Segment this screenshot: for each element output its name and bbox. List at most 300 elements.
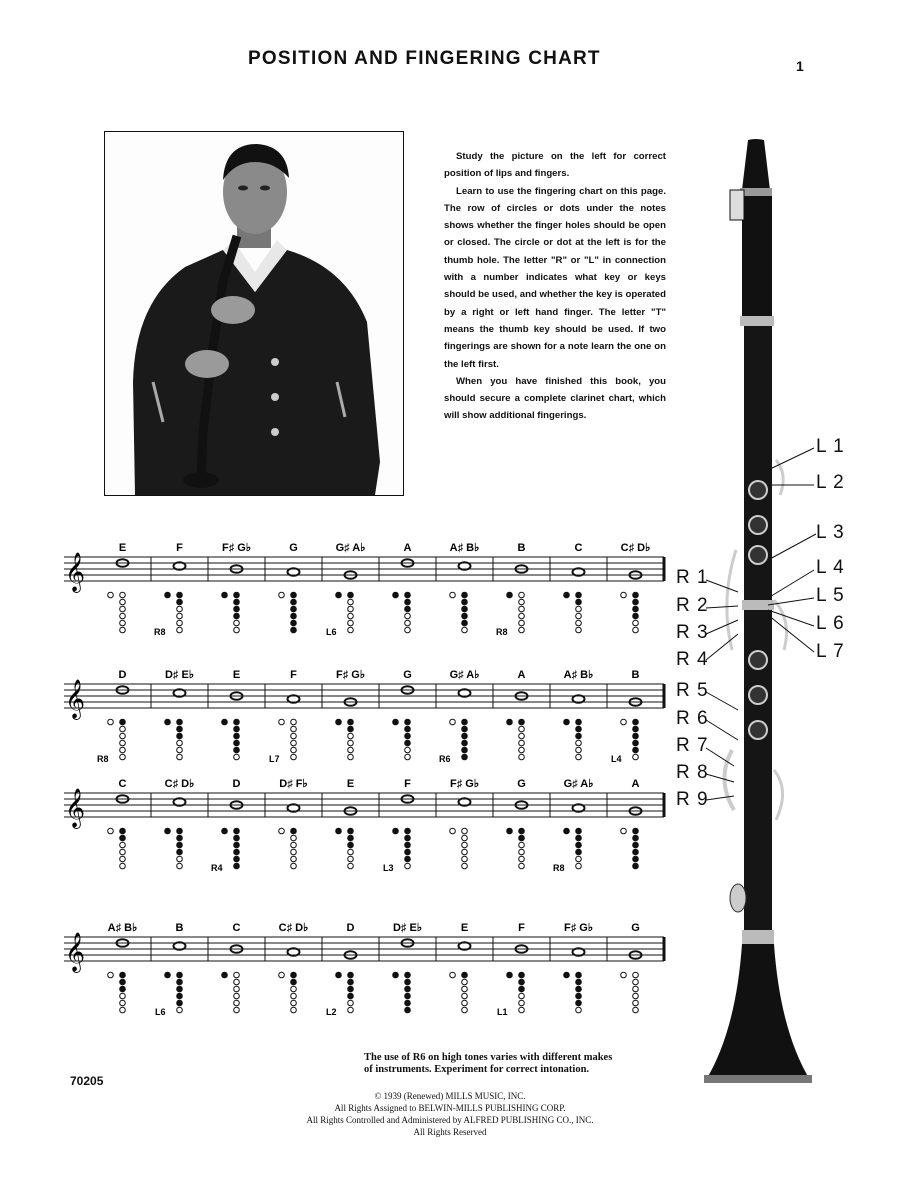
finger-hole-dot (633, 726, 639, 732)
thumb-hole-dot (165, 972, 171, 978)
finger-hole-dot (633, 592, 639, 598)
finger-hole-dot (462, 620, 468, 626)
finger-hole-dot (120, 740, 126, 746)
thumb-hole-dot (621, 719, 627, 725)
key-mark: R8 (153, 627, 166, 637)
finger-hole-dot (234, 1000, 240, 1006)
finger-hole-dot (405, 1000, 411, 1006)
note-name: C (232, 922, 241, 934)
finger-hole-dot (633, 972, 639, 978)
note-name: A♯ B♭ (107, 922, 138, 934)
finger-hole-dot (291, 592, 297, 598)
finger-hole-dot (177, 828, 183, 834)
key-label-R3: R 3 (676, 622, 709, 643)
intro-paragraph: Study the picture on the left for correct position of lips and fingers. (444, 151, 666, 180)
finger-hole-dot (633, 627, 639, 633)
finger-hole-dot (234, 1007, 240, 1013)
key-mark: L3 (382, 863, 394, 873)
catalog-number: 70205 (70, 1074, 104, 1088)
copyright-line: All Rights Reserved (413, 1127, 487, 1137)
finger-hole-dot (234, 835, 240, 841)
finger-hole-dot (291, 606, 297, 612)
key-mark: R8 (552, 863, 565, 873)
key-label-R6: R 6 (676, 708, 709, 729)
finger-hole-dot (348, 613, 354, 619)
note-name: G (403, 669, 412, 681)
finger-hole-dot (576, 606, 582, 612)
finger-hole-dot (234, 592, 240, 598)
finger-hole-dot (519, 613, 525, 619)
page-title: POSITION AND FINGERING CHART (248, 48, 601, 69)
finger-hole-dot (234, 599, 240, 605)
finger-hole-dot (348, 972, 354, 978)
finger-hole-dot (234, 863, 240, 869)
finger-hole-dot (348, 993, 354, 999)
key-label-R8: R 8 (676, 762, 709, 783)
thumb-hole-dot (222, 719, 228, 725)
finger-hole-dot (234, 754, 240, 760)
thumb-hole-dot (564, 828, 570, 834)
finger-hole-dot (576, 856, 582, 862)
finger-hole-dot (234, 620, 240, 626)
finger-hole-dot (120, 835, 126, 841)
finger-hole-dot (120, 986, 126, 992)
key-mark: R6 (438, 754, 451, 764)
thumb-hole-dot (621, 972, 627, 978)
finger-hole-dot (405, 747, 411, 753)
finger-hole-dot (291, 828, 297, 834)
finger-hole-dot (633, 828, 639, 834)
finger-hole-dot (177, 733, 183, 739)
finger-hole-dot (234, 828, 240, 834)
finger-hole-dot (519, 863, 525, 869)
note-name: F (290, 669, 297, 681)
finger-hole-dot (291, 1007, 297, 1013)
finger-hole-dot (348, 620, 354, 626)
finger-hole-dot (633, 863, 639, 869)
finger-hole-dot (291, 754, 297, 760)
finger-hole-dot (519, 627, 525, 633)
note-name: C (574, 542, 583, 554)
finger-hole-dot (234, 613, 240, 619)
finger-hole-dot (633, 620, 639, 626)
thumb-hole-dot (621, 592, 627, 598)
finger-hole-dot (462, 1007, 468, 1013)
finger-hole-dot (177, 979, 183, 985)
finger-hole-dot (291, 856, 297, 862)
finger-hole-dot (519, 592, 525, 598)
finger-hole-dot (234, 606, 240, 612)
finger-hole-dot (633, 719, 639, 725)
intro-paragraph: Learn to use the fingering chart on this page. The row of circles or dots under the notes shows whether the finger holes should be open or closed. The circle or dot at the left is for the thumb hole. The letter "R" or "L" in connection with a number indicates what key or keys should be used, and whether the key is operated by a right or left hand finger. The letter "T" means the thumb key should be used. If two fingerings are shown for a note learn the one on the left first. (444, 185, 666, 370)
treble-clef: 𝄞 (65, 788, 86, 828)
note-name: E (460, 922, 469, 934)
note-name: E (232, 669, 241, 681)
copyright-line: All Rights Controlled and Administered by ALFRED PUBLISHING CO., INC. (306, 1115, 594, 1125)
finger-hole-dot (120, 613, 126, 619)
copyright-line: © 1939 (Renewed) MILLS MUSIC, INC. (374, 1091, 526, 1101)
finger-hole-dot (177, 863, 183, 869)
thumb-hole-dot (108, 719, 114, 725)
finger-hole-dot (291, 740, 297, 746)
finger-hole-dot (177, 740, 183, 746)
finger-hole-dot (576, 620, 582, 626)
finger-hole-dot (120, 606, 126, 612)
finger-hole-dot (291, 849, 297, 855)
note-name: D (118, 669, 127, 681)
key-mark: L6 (154, 1007, 166, 1017)
thumb-hole-dot (165, 592, 171, 598)
finger-hole-dot (576, 627, 582, 633)
key-mark: R4 (210, 863, 223, 873)
note-name: F (518, 922, 525, 934)
finger-hole-dot (519, 1007, 525, 1013)
finger-hole-dot (120, 719, 126, 725)
finger-hole-dot (633, 849, 639, 855)
finger-hole-dot (291, 986, 297, 992)
finger-hole-dot (576, 599, 582, 605)
finger-hole-dot (291, 733, 297, 739)
copyright-notice (0, 1090, 900, 1138)
note-name: A (517, 669, 526, 681)
finger-hole-dot (576, 863, 582, 869)
finger-hole-dot (177, 747, 183, 753)
finger-hole-dot (519, 719, 525, 725)
finger-hole-dot (405, 835, 411, 841)
key-label-R2: R 2 (676, 595, 709, 616)
note-name: G (631, 922, 640, 934)
finger-hole-dot (576, 719, 582, 725)
thumb-hole-dot (393, 592, 399, 598)
finger-hole-dot (177, 856, 183, 862)
finger-hole-dot (576, 828, 582, 834)
finger-hole-dot (405, 592, 411, 598)
note-name: G♯ A♭ (563, 778, 594, 790)
finger-hole-dot (405, 719, 411, 725)
finger-hole-dot (405, 863, 411, 869)
note-name: D♯ E♭ (164, 669, 195, 681)
note-name: E (346, 778, 355, 790)
thumb-hole-dot (564, 592, 570, 598)
finger-hole-dot (576, 986, 582, 992)
finger-hole-dot (234, 856, 240, 862)
thumb-hole-dot (222, 592, 228, 598)
finger-hole-dot (177, 719, 183, 725)
note-name: D♯ E♭ (392, 922, 423, 934)
note-name: C♯ D♭ (164, 778, 195, 790)
finger-hole-dot (348, 828, 354, 834)
finger-hole-dot (291, 979, 297, 985)
thumb-hole-dot (393, 972, 399, 978)
note-name: A♯ B♭ (449, 542, 480, 554)
finger-hole-dot (405, 627, 411, 633)
finger-hole-dot (519, 620, 525, 626)
finger-hole-dot (576, 1000, 582, 1006)
thumb-hole-dot (336, 828, 342, 834)
finger-hole-dot (633, 856, 639, 862)
finger-hole-dot (462, 606, 468, 612)
finger-hole-dot (120, 733, 126, 739)
finger-hole-dot (348, 986, 354, 992)
finger-hole-dot (633, 986, 639, 992)
key-mark: R8 (96, 754, 109, 764)
finger-hole-dot (348, 856, 354, 862)
finger-hole-dot (234, 993, 240, 999)
key-label-L7: L 7 (816, 641, 845, 662)
finger-hole-dot (633, 993, 639, 999)
finger-hole-dot (462, 733, 468, 739)
note-name: F♯ G♭ (335, 669, 366, 681)
finger-hole-dot (291, 726, 297, 732)
finger-hole-dot (348, 747, 354, 753)
treble-clef: 𝄞 (65, 932, 86, 972)
finger-hole-dot (291, 620, 297, 626)
finger-hole-dot (519, 726, 525, 732)
finger-hole-dot (405, 1007, 411, 1013)
thumb-hole-dot (108, 592, 114, 598)
finger-hole-dot (120, 842, 126, 848)
finger-hole-dot (291, 613, 297, 619)
thumb-hole-dot (279, 828, 285, 834)
finger-hole-dot (291, 842, 297, 848)
finger-hole-dot (348, 842, 354, 848)
finger-hole-dot (633, 740, 639, 746)
key-label-L3: L 3 (816, 522, 845, 543)
key-label-L6: L 6 (816, 613, 845, 634)
finger-hole-dot (120, 849, 126, 855)
finger-hole-dot (462, 740, 468, 746)
note-name: C (118, 778, 127, 790)
finger-hole-dot (291, 627, 297, 633)
finger-hole-dot (405, 620, 411, 626)
finger-hole-dot (519, 986, 525, 992)
finger-hole-dot (462, 993, 468, 999)
finger-hole-dot (519, 828, 525, 834)
finger-hole-dot (519, 849, 525, 855)
finger-hole-dot (576, 726, 582, 732)
note-name: C♯ D♭ (620, 542, 651, 554)
finger-hole-dot (462, 627, 468, 633)
treble-clef: 𝄞 (65, 552, 86, 592)
finger-hole-dot (519, 754, 525, 760)
finger-hole-dot (405, 754, 411, 760)
finger-hole-dot (120, 863, 126, 869)
finger-hole-dot (177, 1000, 183, 1006)
finger-hole-dot (291, 1000, 297, 1006)
finger-hole-dot (120, 1007, 126, 1013)
finger-hole-dot (462, 835, 468, 841)
finger-hole-dot (519, 606, 525, 612)
finger-hole-dot (519, 740, 525, 746)
thumb-hole-dot (450, 592, 456, 598)
finger-hole-dot (519, 733, 525, 739)
finger-hole-dot (462, 747, 468, 753)
thumb-hole-dot (450, 972, 456, 978)
finger-hole-dot (576, 592, 582, 598)
finger-hole-dot (462, 828, 468, 834)
finger-hole-dot (120, 979, 126, 985)
note-name: B (175, 922, 184, 934)
finger-hole-dot (633, 835, 639, 841)
thumb-hole-dot (336, 719, 342, 725)
finger-hole-dot (633, 606, 639, 612)
thumb-hole-dot (450, 828, 456, 834)
finger-hole-dot (177, 986, 183, 992)
finger-hole-dot (120, 620, 126, 626)
note-name: A (631, 778, 640, 790)
key-mark: L1 (496, 1007, 508, 1017)
finger-hole-dot (576, 979, 582, 985)
thumb-hole-dot (507, 719, 513, 725)
finger-hole-dot (462, 986, 468, 992)
finger-hole-dot (405, 856, 411, 862)
key-mark: R8 (495, 627, 508, 637)
key-mark: L2 (325, 1007, 337, 1017)
finger-hole-dot (177, 972, 183, 978)
note-name: G (517, 778, 526, 790)
finger-hole-dot (234, 972, 240, 978)
finger-hole-dot (348, 726, 354, 732)
finger-hole-dot (462, 849, 468, 855)
finger-hole-dot (576, 849, 582, 855)
finger-hole-dot (348, 740, 354, 746)
key-label-L1: L 1 (816, 436, 845, 457)
finger-hole-dot (462, 719, 468, 725)
finger-hole-dot (234, 849, 240, 855)
finger-hole-dot (120, 993, 126, 999)
note-name: F (404, 778, 411, 790)
finger-hole-dot (348, 835, 354, 841)
thumb-hole-dot (621, 828, 627, 834)
finger-hole-dot (348, 606, 354, 612)
finger-hole-dot (576, 842, 582, 848)
finger-hole-dot (576, 747, 582, 753)
finger-hole-dot (576, 1007, 582, 1013)
thumb-hole-dot (222, 972, 228, 978)
finger-hole-dot (405, 842, 411, 848)
finger-hole-dot (291, 599, 297, 605)
finger-hole-dot (633, 1000, 639, 1006)
finger-hole-dot (405, 986, 411, 992)
finger-hole-dot (405, 972, 411, 978)
note-name: G♯ A♭ (335, 542, 366, 554)
thumb-hole-dot (279, 719, 285, 725)
finger-hole-dot (120, 627, 126, 633)
page-number: 1 (796, 58, 804, 74)
finger-hole-dot (633, 733, 639, 739)
finger-hole-dot (120, 972, 126, 978)
finger-hole-dot (405, 993, 411, 999)
note-name: F♯ G♭ (221, 542, 252, 554)
finger-hole-dot (348, 599, 354, 605)
note-name: G♯ A♭ (449, 669, 480, 681)
finger-hole-dot (519, 1000, 525, 1006)
finger-hole-dot (576, 835, 582, 841)
finger-hole-dot (177, 754, 183, 760)
finger-hole-dot (405, 979, 411, 985)
finger-hole-dot (576, 754, 582, 760)
intro-paragraph: When you have finished this book, you should secure a complete clarinet chart, which will show additional fingerings. (444, 375, 666, 422)
finger-hole-dot (633, 599, 639, 605)
note-name: D (232, 778, 241, 790)
note-name: B (517, 542, 526, 554)
thumb-hole-dot (222, 828, 228, 834)
note-name: B (631, 669, 640, 681)
key-label-R1: R 1 (676, 567, 709, 588)
thumb-hole-dot (279, 972, 285, 978)
note-name: C♯ D♭ (278, 922, 309, 934)
finger-hole-dot (120, 599, 126, 605)
finger-hole-dot (462, 972, 468, 978)
key-label-R9: R 9 (676, 789, 709, 810)
thumb-hole-dot (564, 719, 570, 725)
finger-hole-dot (234, 740, 240, 746)
finger-hole-dot (462, 1000, 468, 1006)
note-name: A (403, 542, 412, 554)
key-mark: L4 (610, 754, 622, 764)
thumb-hole-dot (108, 828, 114, 834)
footnote-line: The use of R6 on high tones varies with different makes (364, 1052, 613, 1063)
finger-hole-dot (348, 849, 354, 855)
thumb-hole-dot (393, 828, 399, 834)
finger-hole-dot (462, 613, 468, 619)
finger-hole-dot (120, 747, 126, 753)
finger-hole-dot (519, 856, 525, 862)
finger-hole-dot (462, 856, 468, 862)
finger-hole-dot (291, 993, 297, 999)
finger-hole-dot (405, 613, 411, 619)
finger-hole-dot (348, 754, 354, 760)
finger-hole-dot (291, 835, 297, 841)
finger-hole-dot (348, 1000, 354, 1006)
finger-hole-dot (291, 719, 297, 725)
finger-hole-dot (120, 592, 126, 598)
finger-hole-dot (576, 972, 582, 978)
finger-hole-dot (177, 599, 183, 605)
finger-hole-dot (234, 733, 240, 739)
finger-hole-dot (633, 613, 639, 619)
thumb-hole-dot (279, 592, 285, 598)
finger-hole-dot (348, 592, 354, 598)
key-label-R7: R 7 (676, 735, 709, 756)
finger-hole-dot (291, 972, 297, 978)
finger-hole-dot (405, 740, 411, 746)
finger-hole-dot (576, 993, 582, 999)
footnote-line: of instruments. Experiment for correct intonation. (364, 1064, 590, 1075)
finger-hole-dot (177, 606, 183, 612)
thumb-hole-dot (507, 828, 513, 834)
note-name: F♯ G♭ (449, 778, 480, 790)
note-name: G (289, 542, 298, 554)
finger-hole-dot (234, 747, 240, 753)
finger-hole-dot (519, 842, 525, 848)
finger-hole-dot (633, 747, 639, 753)
finger-hole-dot (519, 993, 525, 999)
treble-clef: 𝄞 (65, 679, 86, 719)
finger-hole-dot (519, 747, 525, 753)
finger-hole-dot (576, 740, 582, 746)
finger-hole-dot (405, 849, 411, 855)
finger-hole-dot (177, 627, 183, 633)
finger-hole-dot (462, 754, 468, 760)
finger-hole-dot (234, 719, 240, 725)
finger-hole-dot (177, 849, 183, 855)
finger-hole-dot (177, 842, 183, 848)
finger-hole-dot (405, 828, 411, 834)
finger-hole-dot (348, 733, 354, 739)
thumb-hole-dot (450, 719, 456, 725)
finger-hole-dot (462, 592, 468, 598)
